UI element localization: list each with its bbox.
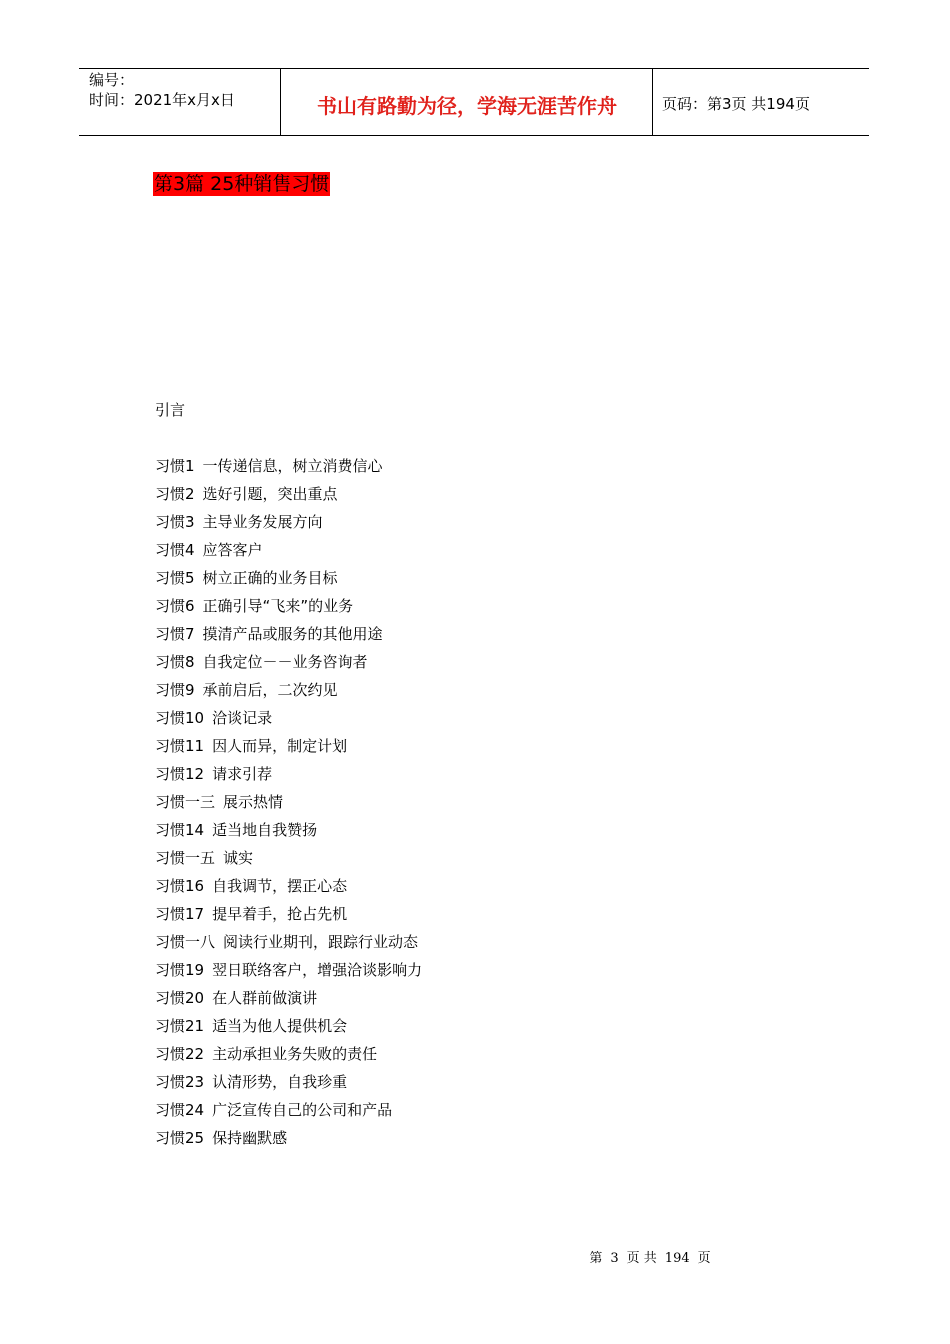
habit-title: 诚实 [223, 849, 254, 867]
chapter-title: 第3篇 25种销售习惯 [154, 173, 330, 195]
list-item [155, 623, 422, 651]
habit-number: 习惯9 [155, 681, 195, 699]
habit-number: 习惯14 [155, 821, 205, 839]
habit-number: 习惯一五 [155, 849, 216, 867]
list-item [155, 1127, 422, 1155]
list-item [155, 847, 422, 875]
list-item [155, 931, 422, 959]
footer-suffix: 页 [697, 1251, 711, 1266]
intro-heading: 引言 [155, 401, 186, 419]
habit-number: 习惯17 [155, 905, 205, 923]
habit-number: 习惯22 [155, 1045, 205, 1063]
habit-title: 广泛宣传自己的公司和产品 [212, 1101, 393, 1119]
list-item [155, 875, 422, 903]
habit-title: 认清形势，自我珍重 [212, 1073, 348, 1091]
list-item [155, 1015, 422, 1043]
header-divider-right [652, 68, 653, 136]
list-item [155, 567, 422, 595]
list-item [155, 1071, 422, 1099]
habit-title: 自我定位－－业务咨询者 [202, 653, 368, 671]
header-info [89, 70, 235, 110]
habit-number: 习惯一三 [155, 793, 216, 811]
habit-title: 翌日联络客户，增强洽谈影响力 [212, 961, 423, 979]
habit-title: 适当为他人提供机会 [212, 1017, 348, 1035]
habit-title: 摸清产品或服务的其他用途 [202, 625, 383, 643]
footer-prefix: 第 [589, 1251, 603, 1266]
header-motto: 书山有路勤为径，学海无涯苦作舟 [317, 94, 617, 118]
habit-title: 一传递信息，树立消费信心 [202, 457, 383, 475]
habit-title: 选好引题，突出重点 [202, 485, 338, 503]
date-line: 时间：2021年x月x日 [89, 91, 235, 109]
list-item [155, 707, 422, 735]
habit-title: 展示热情 [223, 793, 284, 811]
habit-title: 主导业务发展方向 [202, 513, 323, 531]
list-item [155, 1043, 422, 1071]
habit-title: 请求引荐 [212, 765, 273, 783]
header-divider-left [280, 68, 281, 136]
list-item [155, 987, 422, 1015]
habit-number: 习惯21 [155, 1017, 205, 1035]
habit-title: 主动承担业务失败的责任 [212, 1045, 378, 1063]
footer-mid: 页 共 [626, 1251, 657, 1266]
header-bottom-rule [79, 135, 869, 136]
list-item [155, 539, 422, 567]
habit-title: 树立正确的业务目标 [202, 569, 338, 587]
list-item [155, 595, 422, 623]
habit-number: 习惯4 [155, 541, 195, 559]
list-item [155, 511, 422, 539]
habit-number: 习惯24 [155, 1101, 205, 1119]
list-item [155, 903, 422, 931]
list-item [155, 455, 422, 483]
habit-title: 自我调节，摆正心态 [212, 877, 348, 895]
habit-number: 习惯6 [155, 597, 195, 615]
habit-title: 阅读行业期刊，跟踪行业动态 [223, 933, 419, 951]
list-item [155, 735, 422, 763]
habit-number: 习惯20 [155, 989, 205, 1007]
habit-number: 习惯23 [155, 1073, 205, 1091]
habit-number: 习惯8 [155, 653, 195, 671]
footer-page-total: 194 [664, 1251, 690, 1266]
habit-number: 习惯19 [155, 961, 205, 979]
list-item [155, 819, 422, 847]
list-item [155, 679, 422, 707]
habit-title: 适当地自我赞扬 [212, 821, 318, 839]
serial-label: 编号： [89, 71, 135, 89]
habit-title: 正确引导“飞来”的业务 [202, 597, 354, 615]
list-item [155, 483, 422, 511]
habit-title: 因人而异，制定计划 [212, 737, 348, 755]
habit-title: 应答客户 [202, 541, 263, 559]
list-item [155, 763, 422, 791]
habit-number: 习惯10 [155, 709, 205, 727]
list-item [155, 959, 422, 987]
footer-page-current: 3 [610, 1251, 619, 1266]
header-page-label: 页码：第3页 共194页 [662, 95, 810, 113]
list-item [155, 791, 422, 819]
habit-title: 提早着手，抢占先机 [212, 905, 348, 923]
habit-number: 习惯16 [155, 877, 205, 895]
habit-number: 习惯3 [155, 513, 195, 531]
habit-number: 习惯1 [155, 457, 195, 475]
habit-number: 习惯25 [155, 1129, 205, 1147]
habit-number: 习惯11 [155, 737, 205, 755]
header-top-rule [79, 68, 869, 69]
list-item [155, 651, 422, 679]
habit-number: 习惯7 [155, 625, 195, 643]
habit-title: 洽谈记录 [212, 709, 273, 727]
habit-number: 习惯5 [155, 569, 195, 587]
habit-number: 习惯2 [155, 485, 195, 503]
habit-title: 保持幽默感 [212, 1129, 288, 1147]
habit-title: 承前启后，二次约见 [202, 681, 338, 699]
page-footer [0, 1247, 950, 1266]
habit-title: 在人群前做演讲 [212, 989, 318, 1007]
habit-list [155, 455, 422, 1155]
habit-number: 习惯一八 [155, 933, 216, 951]
habit-number: 习惯12 [155, 765, 205, 783]
list-item [155, 1099, 422, 1127]
